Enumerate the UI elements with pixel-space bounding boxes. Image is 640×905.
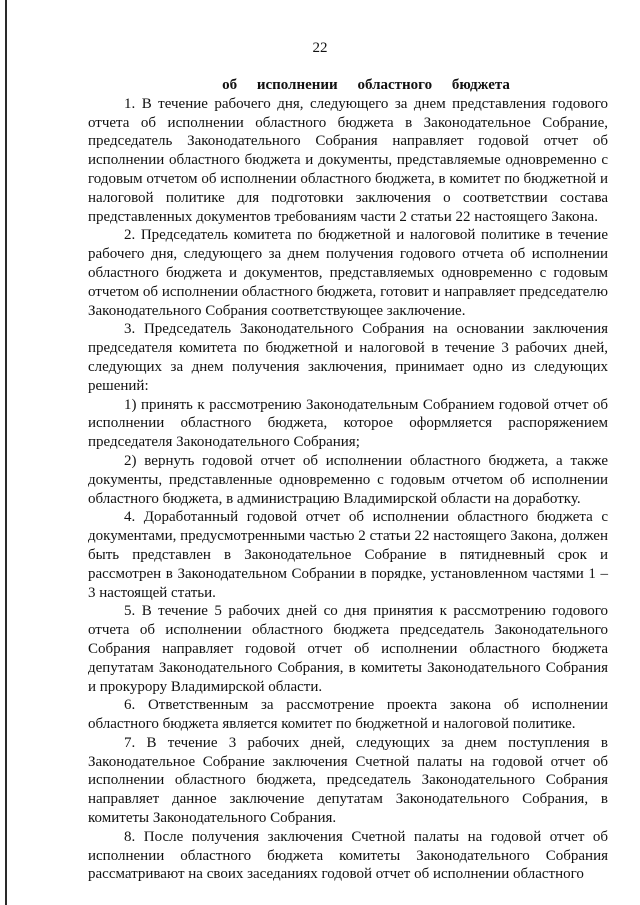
paragraph-3-item-1: 1) принять к рассмотрению Законодательным Собранием годовой отчет об исполнении областного бюджета, которое оформляется распоряжением председателя Законодательного Собрания; [88,396,608,451]
paragraph-3: 3. Председатель Законодательного Собрания на основании заключения председателя комитета по бюджетной и налоговой в течение 3 рабочих дней, следующих за днем получения заключения, принимает одно из следующих решений: [88,321,608,394]
paragraph-2: 2. Председатель комитета по бюджетной и налоговой политике в течение рабочего дня, следующего за днем получения годового отчета об исполнении областного бюджета и документов, представляемых одновременно с годовым отчетом об исполнении областного бюджета, готовит и направляет председателю Законодательного Собрания соответствующее заключение. [88,227,608,319]
section-heading: об исполнении областного бюджета [222,77,510,93]
paragraph-6: 6. Ответственным за рассмотрение проекта закона об исполнении областного бюджета является комитет по бюджетной и налоговой политике. [88,697,608,733]
paragraph-7: 7. В течение 3 рабочих дней, следующих за днем поступления в Законодательное Собрание заключения Счетной палаты на годовой отчет об исполнении областного бюджета, председатель Законодательного Собрания направляет данное заключение депутатам Законодательного Собрания, в комитеты Законодательного Собрания. [88,734,608,827]
paragraph-8: 8. После получения заключения Счетной палаты на годовой отчет об исполнении областного бюджета комитеты Законодательного Собрания рассматривают на своих заседаниях годовой отчет об исполнении областного [88,828,608,883]
page-number: 22 [312,40,328,56]
page-edge-line [5,0,7,905]
paragraph-1: 1. В течение рабочего дня, следующего за днем представления годового отчета об исполнении областного бюджета в Законодательное Собрание, председатель Законодательного Собрания направляет годовой отчет об исполнении областного бюджета и документы, представляемые одновременно с годовым отчетом об исполнении областного бюджета, в комитет по бюджетной и налоговой политике для подготовки заключения о соответствии состава представленных документов требованиям части 2 статьи 22 настоящего Закона. [88,95,608,225]
document-body [88,76,608,884]
paragraph-5: 5. В течение 5 рабочих дней со дня принятия к рассмотрению годового отчета об исполнении областного бюджета председатель Законодательного Собрания направляет годовой отчет об исполнении областного бюджета депутатам Законодательного Собрания, в комитеты Законодательного Собрания и прокурору Владимирской области. [88,603,608,695]
paragraph-4: 4. Доработанный годовой отчет об исполнении областного бюджета с документами, предусмотренными частью 2 статьи 22 настоящего Закона, должен быть представлен в Законодательное Собрание в пятидневный срок и рассмотрен в Законодательном Собрании в порядке, установленном частями 1 – 3 настоящей статьи. [88,509,608,601]
paragraph-3-item-2: 2) вернуть годовой отчет об исполнении областного бюджета, а также документы, представленные одновременно с годовым отчетом об исполнении областного бюджета, в администрацию Владимирской области на доработку. [88,452,608,507]
